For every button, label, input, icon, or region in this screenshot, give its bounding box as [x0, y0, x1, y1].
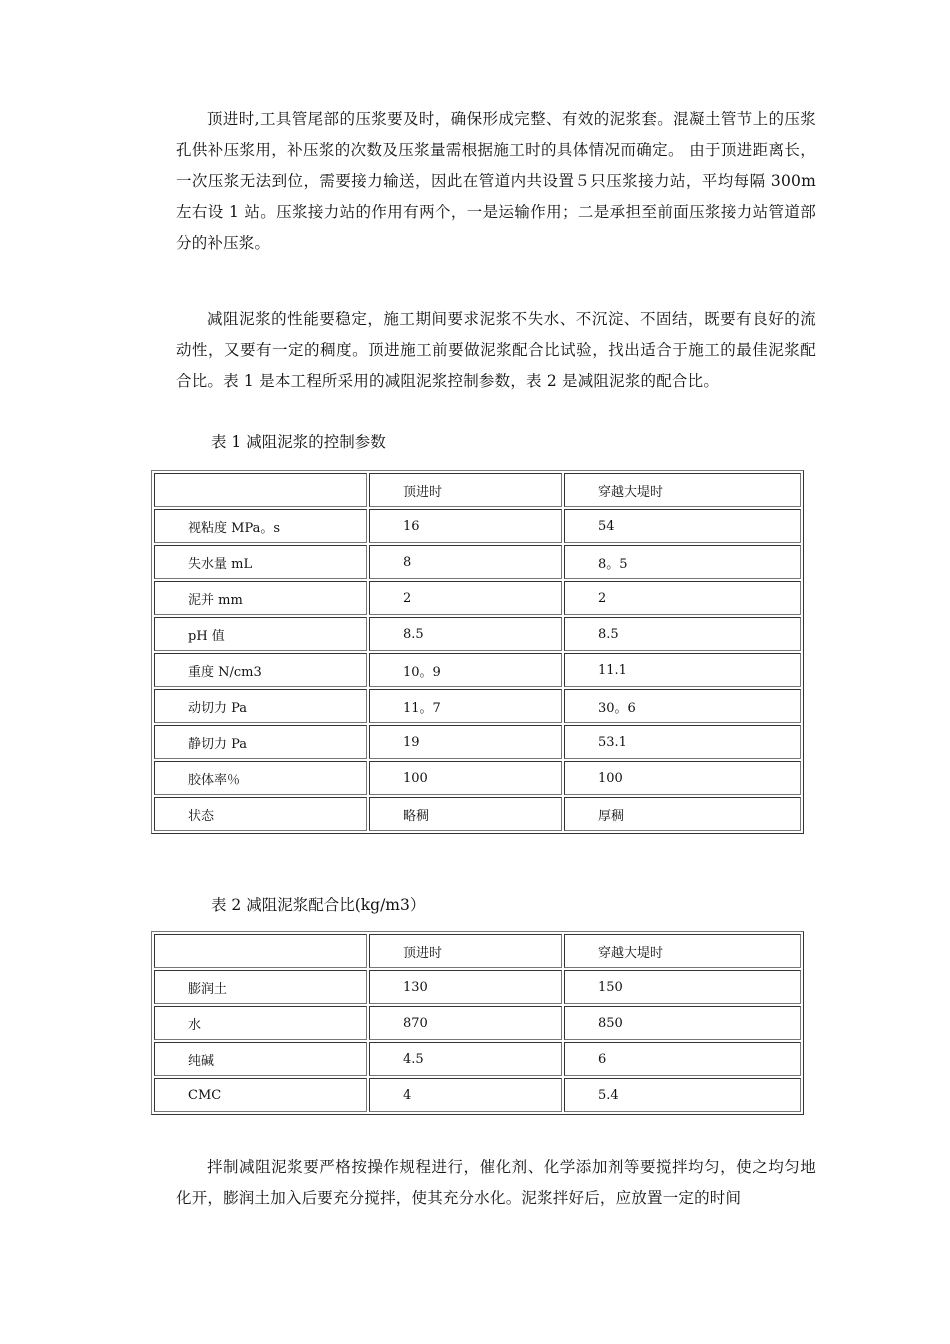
table-cell: 视粘度 MPa。s	[154, 509, 367, 543]
table-cell: 8.5	[369, 617, 562, 651]
table-cell: 100	[369, 761, 562, 795]
table-header-cell: 穿越大堤时	[564, 934, 801, 968]
table-cell: 厚稠	[564, 797, 801, 831]
table-header-row	[154, 934, 801, 968]
table-cell: 150	[564, 970, 801, 1004]
table-row	[154, 545, 801, 579]
table-cell: 4.5	[369, 1042, 562, 1076]
table-cell: 130	[369, 970, 562, 1004]
table-cell: 4	[369, 1078, 562, 1112]
table-row	[154, 970, 801, 1004]
table-cell: 53.1	[564, 725, 801, 759]
table-cell: CMC	[154, 1078, 367, 1112]
paragraph-slurry-performance: 减阻泥浆的性能要稳定，施工期间要求泥浆不失水、不沉淀、不固结，既要有良好的流动性，又要有一定的稠度。顶进施工前要做泥浆配合比试验，找出适合于施工的最佳泥浆配合比。表 1 是本工程所采用的减阻泥浆控制参数，表 2 是减阻泥浆的配合比。	[176, 310, 816, 390]
table-header-row	[154, 473, 801, 507]
table-cell: 2	[564, 581, 801, 615]
table-cell: 失水量 mL	[154, 545, 367, 579]
table-header-cell: 穿越大堤时	[564, 473, 801, 507]
table-row	[154, 1042, 801, 1076]
table-cell: 6	[564, 1042, 801, 1076]
table-cell: 850	[564, 1006, 801, 1040]
table-row	[154, 797, 801, 831]
table-cell: 870	[369, 1006, 562, 1040]
table2-caption: 表 2 减阻泥浆配合比(kg/m3）	[211, 896, 426, 914]
table2-mix-ratio	[151, 931, 804, 1115]
table-cell: 8	[369, 545, 562, 579]
table-cell: 8.5	[564, 617, 801, 651]
table-header-cell	[154, 934, 367, 968]
table-cell: 11。7	[369, 689, 562, 723]
table-row	[154, 617, 801, 651]
table-row	[154, 725, 801, 759]
table-row	[154, 689, 801, 723]
table1-control-parameters	[151, 470, 804, 834]
table-header-cell	[154, 473, 367, 507]
table-cell: 100	[564, 761, 801, 795]
table-row	[154, 653, 801, 687]
table-cell: 胶体率％	[154, 761, 367, 795]
table-row	[154, 761, 801, 795]
table-cell: 膨润土	[154, 970, 367, 1004]
table-row	[154, 581, 801, 615]
table-cell: 2	[369, 581, 562, 615]
table-cell: 纯碱	[154, 1042, 367, 1076]
table-cell: 19	[369, 725, 562, 759]
table-cell: 8。5	[564, 545, 801, 579]
paragraph-mixing: 拌制减阻泥浆要严格按操作规程进行，催化剂、化学添加剂等要搅拌均匀，使之均匀地化开，膨润土加入后要充分搅拌，使其充分水化。泥浆拌好后，应放置一定的时间	[176, 1158, 816, 1207]
table-header-cell: 顶进时	[369, 473, 562, 507]
table-cell: 略稠	[369, 797, 562, 831]
table1-caption: 表 1 减阻泥浆的控制参数	[211, 433, 386, 451]
table-cell: 静切力 Pa	[154, 725, 367, 759]
table-row	[154, 1006, 801, 1040]
table-cell: 54	[564, 509, 801, 543]
table-cell: 状态	[154, 797, 367, 831]
table-cell: pH 值	[154, 617, 367, 651]
table-cell: 重度 N/cm3	[154, 653, 367, 687]
table-header-cell: 顶进时	[369, 934, 562, 968]
table-row	[154, 509, 801, 543]
table-cell: 水	[154, 1006, 367, 1040]
table-cell: 动切力 Pa	[154, 689, 367, 723]
table-cell: 11.1	[564, 653, 801, 687]
paragraph-grouting: 顶进时,工具管尾部的压浆要及时，确保形成完整、有效的泥浆套。混凝土管节上的压浆孔供补压浆用，补压浆的次数及压浆量需根据施工时的具体情况而确定。 由于顶进距离长，一次压浆无法到位，需要接力输送，因此在管道内共设置５只压浆接力站，平均每隔 300m 左右设 1 站。压浆接力站的作用有两个，一是运输作用；二是承担至前面压浆接力站管道部分的补压浆。	[176, 110, 816, 252]
table-cell: 5.4	[564, 1078, 801, 1112]
table-cell: 泥并 mm	[154, 581, 367, 615]
table-cell: 16	[369, 509, 562, 543]
table-row	[154, 1078, 801, 1112]
table-cell: 30。6	[564, 689, 801, 723]
table-cell: 10。9	[369, 653, 562, 687]
